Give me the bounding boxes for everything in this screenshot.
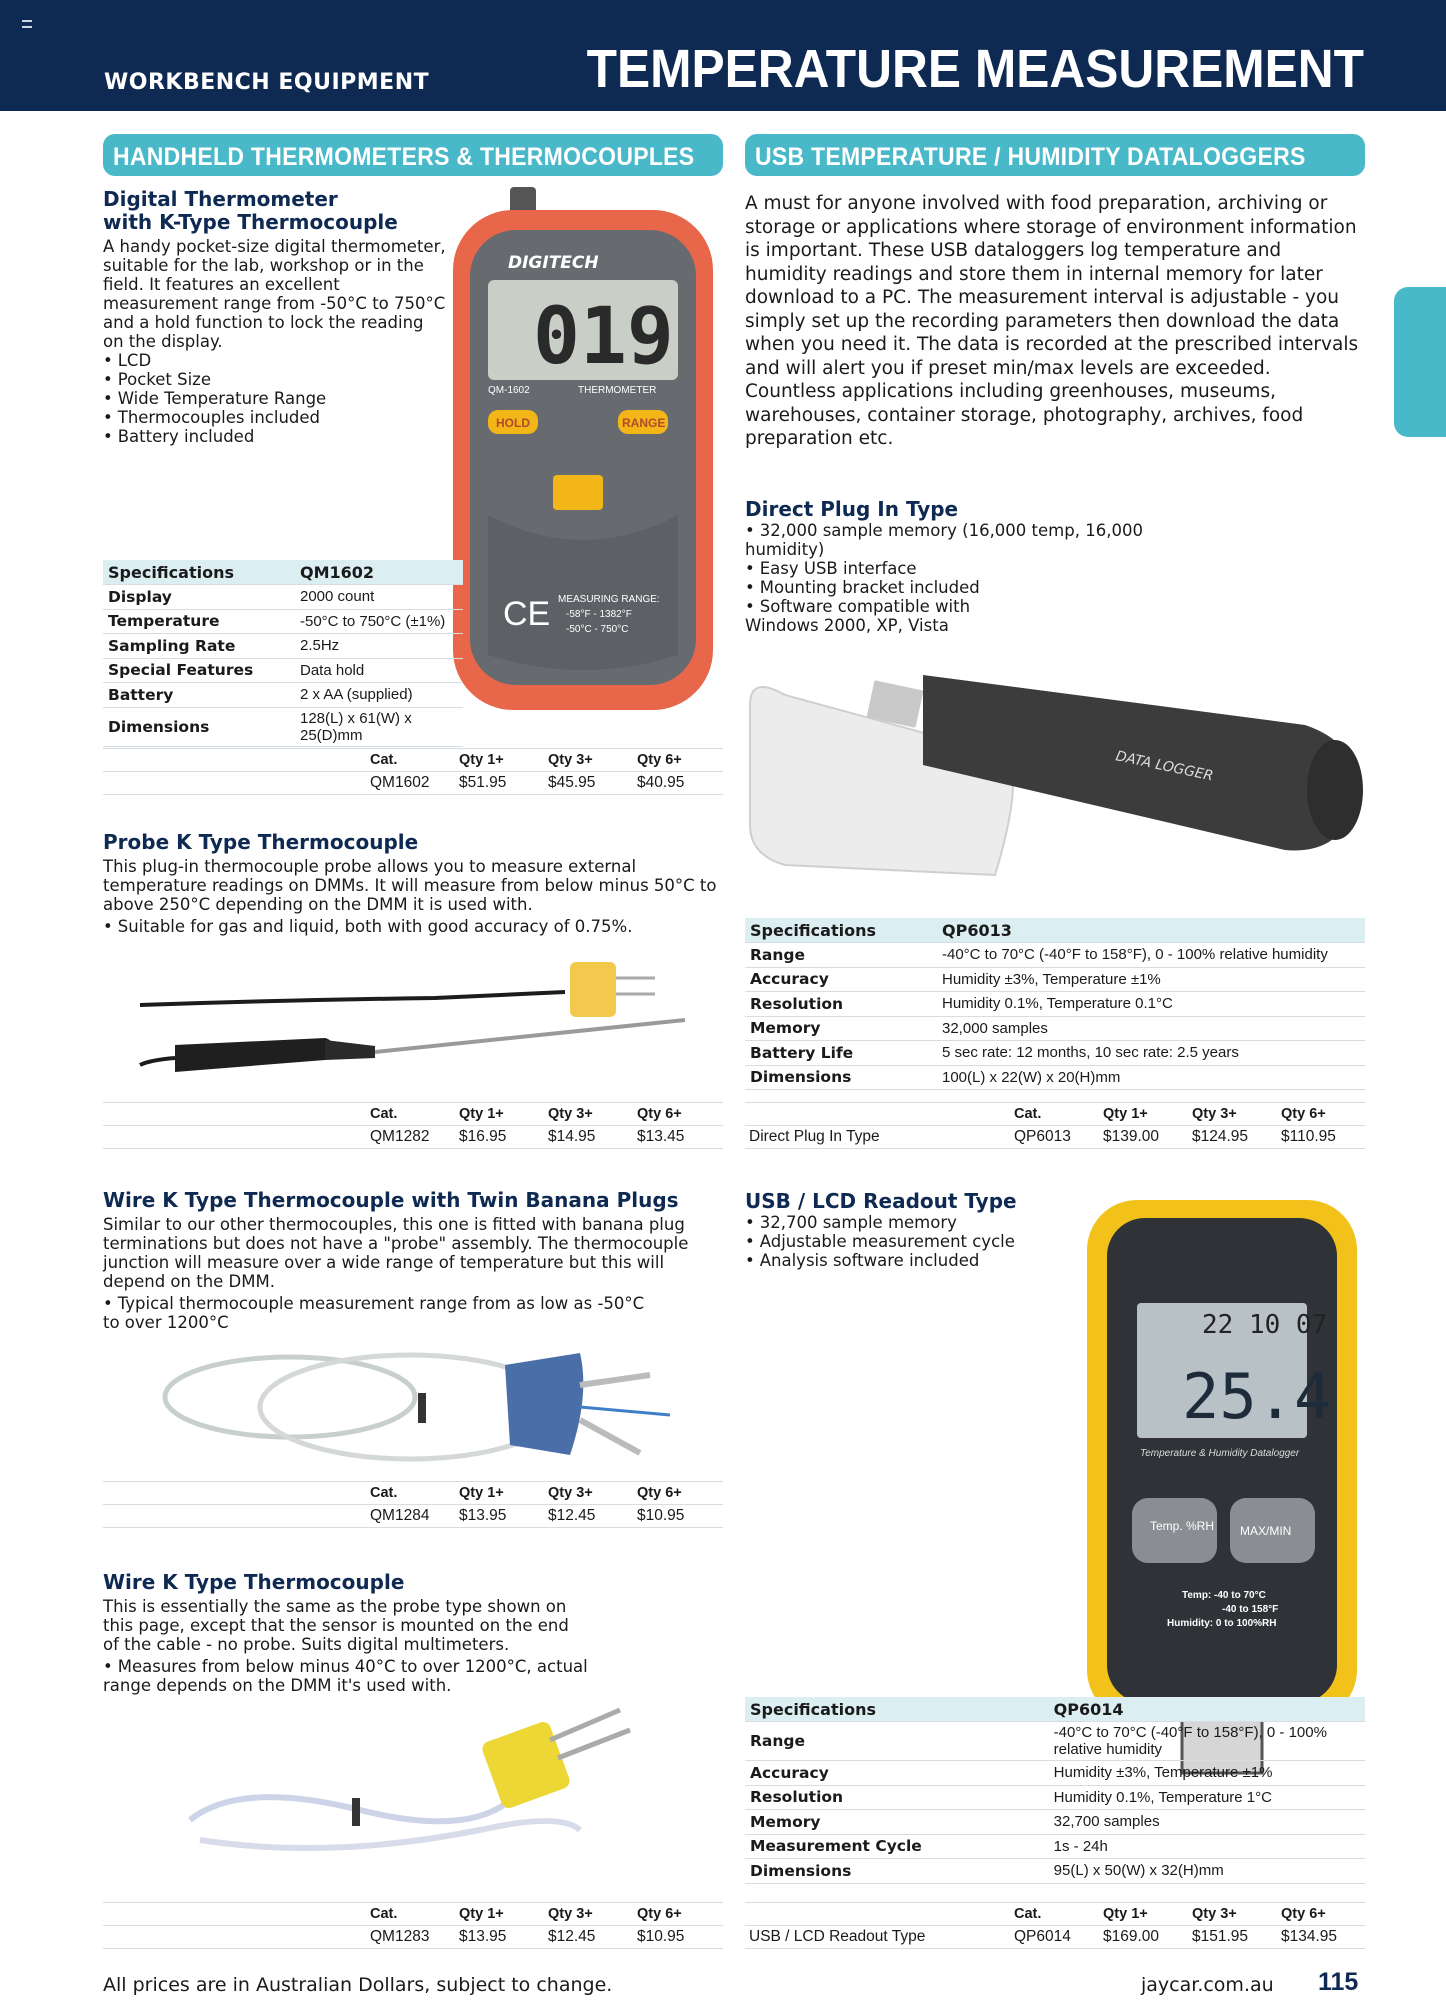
product-type: Direct Plug In Type <box>745 1126 1010 1149</box>
price-qty3: $124.95 <box>1188 1126 1277 1149</box>
product-title-line2: with K-Type Thermocouple <box>103 210 398 234</box>
feature-list <box>103 351 448 446</box>
price-qty1: $169.00 <box>1099 1926 1188 1949</box>
price-header: Qty 3+ <box>544 1103 633 1126</box>
spec-value: Data hold <box>295 658 463 683</box>
price-qty6: $10.95 <box>633 1505 723 1528</box>
spec-row <box>745 992 1365 1017</box>
product-direct-plug <box>745 498 1365 635</box>
spec-value: 128(L) x 61(W) x 25(D)mm <box>295 707 463 746</box>
spec-row <box>745 1810 1365 1835</box>
spec-key: Sampling Rate <box>103 634 295 659</box>
image-range-f: -58°F - 1382°F <box>566 609 632 620</box>
spec-header: Specifications <box>103 560 295 585</box>
spec-key: Temperature <box>103 609 295 634</box>
spec-value: Humidity ±3%, Temperature ±1% <box>1049 1761 1365 1786</box>
price-header: Qty 3+ <box>1188 1103 1277 1126</box>
spec-key: Range <box>745 943 937 968</box>
price-header: Qty 1+ <box>455 1482 544 1505</box>
feature-item: • Mounting bracket included <box>745 578 1215 597</box>
price-row <box>103 1926 723 1949</box>
spec-key: Dimensions <box>745 1065 937 1090</box>
spec-header-row <box>745 918 1365 943</box>
product-description: This plug-in thermocouple probe allows you to measure external temperature readings on DMMs. It will measure from below minus 50°C to above 250°C depending on the DMM it is used with. <box>103 857 717 914</box>
product-title: Direct Plug In Type <box>745 497 959 521</box>
cat-number: QP6013 <box>1010 1126 1099 1149</box>
image-label: Temperature & Humidity Datalogger <box>1140 1448 1300 1459</box>
price-header: Qty 1+ <box>455 749 544 772</box>
section-label: WORKBENCH EQUIPMENT <box>104 70 430 95</box>
ce-mark: CE <box>503 595 551 633</box>
page-number: 115 <box>1318 1968 1359 1996</box>
spec-key: Resolution <box>745 1785 1049 1810</box>
range-label: RANGE <box>622 416 666 430</box>
price-header: Qty 6+ <box>633 1903 723 1926</box>
price-header: Qty 1+ <box>1099 1903 1188 1926</box>
lcd-datalogger-image <box>1082 1198 1362 1778</box>
spec-value: 32,700 samples <box>1049 1810 1365 1835</box>
product-wire-banana <box>103 1189 723 1332</box>
spec-value: Humidity 0.1%, Temperature 1°C <box>1049 1785 1365 1810</box>
right-section-heading: USB TEMPERATURE / HUMIDITY DATALOGGERS <box>745 134 1365 176</box>
price-header: Cat. <box>366 1903 455 1926</box>
spec-header: QP6013 <box>937 918 1365 943</box>
spec-row <box>103 658 463 683</box>
price-header: Cat. <box>1010 1903 1099 1926</box>
price-header: Cat. <box>366 1103 455 1126</box>
probe-thermocouple-image <box>135 950 695 1100</box>
spec-key: Dimensions <box>103 707 295 746</box>
image-range-humidity: Humidity: 0 to 100%RH <box>1167 1618 1277 1629</box>
price-qty6: $110.95 <box>1277 1126 1365 1149</box>
price-header: Qty 3+ <box>1188 1903 1277 1926</box>
feature-item: • Adjustable measurement cycle <box>745 1232 1045 1251</box>
product-title: Wire K Type Thermocouple with Twin Banana Plugs <box>103 1188 679 1212</box>
product-title: Probe K Type Thermocouple <box>103 830 419 854</box>
spec-key: Measurement Cycle <box>745 1834 1049 1859</box>
price-table-qm1602 <box>103 748 723 795</box>
price-header: Qty 6+ <box>633 749 723 772</box>
spec-row <box>745 1859 1365 1884</box>
price-header: Cat. <box>366 749 455 772</box>
product-description: This is essentially the same as the probe type shown on this page, except that the sensor is mounted on the end of the cable - no probe. Suits digital multimeters. <box>103 1597 569 1654</box>
feature-item: • Pocket Size <box>103 370 448 389</box>
price-qty3: $151.95 <box>1188 1926 1277 1949</box>
price-header: Qty 6+ <box>1277 1103 1365 1126</box>
spec-value: 95(L) x 50(W) x 32(H)mm <box>1049 1859 1365 1884</box>
feature-item: • Measures from below minus 40°C to over 1200°C, actual range depends on the DMM it's used with. <box>103 1657 588 1695</box>
price-qty3: $12.45 <box>544 1505 633 1528</box>
image-label: THERMOMETER <box>578 385 657 396</box>
image-brand: DIGITECH <box>508 253 599 273</box>
feature-list <box>745 1213 1045 1270</box>
intro-block <box>745 192 1365 451</box>
image-range-f: -40 to 158°F <box>1222 1604 1279 1615</box>
image-range-c: -50°C - 750°C <box>566 624 629 635</box>
product-title: Wire K Type Thermocouple <box>103 1570 405 1594</box>
spec-header: Specifications <box>745 1697 1049 1722</box>
side-tab[interactable] <box>1394 287 1446 437</box>
spec-table-qm1602 <box>103 560 463 747</box>
feature-list <box>103 1657 588 1695</box>
image-model: QM-1602 <box>488 385 530 396</box>
spec-key: Battery <box>103 683 295 708</box>
spec-key: Special Features <box>103 658 295 683</box>
price-table-qm1284 <box>103 1481 723 1528</box>
spec-header-row <box>103 560 463 585</box>
price-qty1: $51.95 <box>455 772 544 795</box>
intro-text: A must for anyone involved with food preparation, archiving or storage or applications where storage of environment information is important. These USB dataloggers log temperature and humidity readings and store them in internal memory for later download to a PC. The measurement interval is adjustable - you simply set up the recording parameters then download the data when you need it. The data is recorded at the prescribed intervals and will alert you if preset min/max levels are exceeded. Countless applications including greenhouses, museums, warehouses, container storage, photography, archives, food preparation etc. <box>745 193 1359 449</box>
image-reading: 019 <box>533 292 674 382</box>
spec-value: 32,000 samples <box>937 1016 1365 1041</box>
cat-number: QM1283 <box>366 1926 455 1949</box>
spec-table-qp6014 <box>745 1697 1365 1884</box>
product-title: Digital Thermometer <box>103 187 338 211</box>
product-wire-thermocouple <box>103 1571 588 1695</box>
spec-value: -50°C to 750°C (±1%) <box>295 609 463 634</box>
usb-datalogger-image <box>745 665 1370 885</box>
price-qty6: $134.95 <box>1277 1926 1365 1949</box>
spec-value: 2 x AA (supplied) <box>295 683 463 708</box>
price-qty1: $139.00 <box>1099 1126 1188 1149</box>
feature-item: • Wide Temperature Range <box>103 389 448 408</box>
spec-row <box>745 1761 1365 1786</box>
spec-key: Memory <box>745 1810 1049 1835</box>
spec-header-row <box>745 1697 1365 1722</box>
spec-row <box>103 707 463 746</box>
feature-item: • Battery included <box>103 427 448 446</box>
temp-button-label: Temp. %RH <box>1150 1519 1215 1533</box>
spec-header: Specifications <box>745 918 937 943</box>
price-header: Qty 6+ <box>633 1103 723 1126</box>
spec-key: Range <box>745 1722 1049 1761</box>
price-header: Qty 1+ <box>455 1903 544 1926</box>
price-table-qm1282 <box>103 1102 723 1149</box>
spec-row <box>745 943 1365 968</box>
feature-item: • Typical thermocouple measurement range from as low as -50°C to over 1200°C <box>103 1294 663 1332</box>
spec-row <box>745 967 1365 992</box>
price-row <box>745 1126 1365 1149</box>
spec-value: Humidity ±3%, Temperature ±1% <box>937 967 1365 992</box>
maxmin-button-label: MAX/MIN <box>1240 1524 1292 1538</box>
spec-row <box>103 683 463 708</box>
feature-list <box>745 521 1215 635</box>
wire-banana-image <box>160 1335 680 1480</box>
price-qty3: $14.95 <box>544 1126 633 1149</box>
price-qty6: $13.45 <box>633 1126 723 1149</box>
product-digital-thermometer <box>103 188 448 446</box>
image-reading: 25.4 <box>1182 1360 1332 1433</box>
price-header: Qty 1+ <box>1099 1103 1188 1126</box>
product-description: A handy pocket-size digital thermometer, suitable for the lab, workshop or in the field. It features an excellent measurement range from -50°C to 750°C and a hold function to lock the reading on the display. <box>103 237 446 351</box>
spec-key: Accuracy <box>745 1761 1049 1786</box>
price-header: Qty 3+ <box>544 749 633 772</box>
price-header <box>745 1103 1010 1126</box>
product-title: USB / LCD Readout Type <box>745 1189 1017 1213</box>
product-type: USB / LCD Readout Type <box>745 1926 1010 1949</box>
price-qty3: $45.95 <box>544 772 633 795</box>
spec-row <box>745 1016 1365 1041</box>
feature-item: • 32,000 sample memory (16,000 temp, 16,000 humidity) <box>745 521 1215 559</box>
price-qty6: $10.95 <box>633 1926 723 1949</box>
feature-item: • 32,700 sample memory <box>745 1213 1045 1232</box>
price-row <box>745 1926 1365 1949</box>
footer-note: All prices are in Australian Dollars, subject to change. <box>103 1974 613 1996</box>
spec-value: -40°C to 70°C (-40°F to 158°F), 0 - 100% relative humidity <box>1049 1722 1365 1761</box>
spec-header: QP6014 <box>1049 1697 1365 1722</box>
spec-row <box>745 1065 1365 1090</box>
feature-list <box>103 917 723 936</box>
feature-item: • Suitable for gas and liquid, both with good accuracy of 0.75%. <box>103 917 723 936</box>
spec-value: 5 sec rate: 12 months, 10 sec rate: 2.5 years <box>937 1041 1365 1066</box>
feature-list <box>103 1294 663 1332</box>
spec-key: Accuracy <box>745 967 937 992</box>
price-header: Cat. <box>1010 1103 1099 1126</box>
spec-key: Battery Life <box>745 1041 937 1066</box>
spec-row <box>745 1722 1365 1761</box>
price-qty1: $16.95 <box>455 1126 544 1149</box>
wire-thermocouple-image <box>180 1700 660 1865</box>
feature-item: • Thermocouples included <box>103 408 448 427</box>
spec-key: Display <box>103 585 295 610</box>
page-header <box>0 0 1446 111</box>
feature-item: • Easy USB interface <box>745 559 1215 578</box>
spec-row <box>745 1785 1365 1810</box>
price-header: Cat. <box>366 1482 455 1505</box>
menu-icon <box>22 20 32 28</box>
price-row <box>103 772 723 795</box>
image-measuring-label: MEASURING RANGE: <box>558 594 660 605</box>
product-usb-lcd <box>745 1190 1045 1270</box>
spec-key: Resolution <box>745 992 937 1017</box>
spec-row <box>103 609 463 634</box>
spec-value: 2000 count <box>295 585 463 610</box>
spec-row <box>745 1834 1365 1859</box>
spec-value: 2.5Hz <box>295 634 463 659</box>
image-top-reading: 22 10 07 <box>1202 1310 1328 1340</box>
price-row <box>103 1126 723 1149</box>
price-header <box>745 1903 1010 1926</box>
price-qty3: $12.45 <box>544 1926 633 1949</box>
spec-value: -40°C to 70°C (-40°F to 158°F), 0 - 100% relative humidity <box>937 943 1365 968</box>
price-table-qm1283 <box>103 1902 723 1949</box>
product-description: Similar to our other thermocouples, this one is fitted with banana plug terminations but does not have a "probe" assembly. The thermocouple junction will measure over a wide range of temperature but this will depend on the DMM. <box>103 1215 689 1291</box>
product-probe-thermocouple <box>103 831 723 936</box>
spec-header: QM1602 <box>295 560 463 585</box>
spec-key: Dimensions <box>745 1859 1049 1884</box>
image-range-temp: Temp: -40 to 70°C <box>1182 1590 1266 1601</box>
price-qty1: $13.95 <box>455 1505 544 1528</box>
feature-item: • Analysis software included <box>745 1251 1045 1270</box>
spec-value: 100(L) x 22(W) x 20(H)mm <box>937 1065 1365 1090</box>
price-qty6: $40.95 <box>633 772 723 795</box>
footer-url[interactable]: jaycar.com.au <box>1141 1974 1274 1996</box>
feature-item: • LCD <box>103 351 448 370</box>
price-table-qp6014 <box>745 1902 1365 1949</box>
price-header: Qty 1+ <box>455 1103 544 1126</box>
price-header: Qty 6+ <box>1277 1903 1365 1926</box>
spec-value: 1s - 24h <box>1049 1834 1365 1859</box>
spec-row <box>103 634 463 659</box>
cat-number: QP6014 <box>1010 1926 1099 1949</box>
spec-key: Memory <box>745 1016 937 1041</box>
feature-item: • Software compatible with Windows 2000, XP, Vista <box>745 597 985 635</box>
spec-table-qp6013 <box>745 918 1365 1090</box>
price-row <box>103 1505 723 1528</box>
price-header: Qty 3+ <box>544 1482 633 1505</box>
price-header: Qty 3+ <box>544 1903 633 1926</box>
spec-row <box>103 585 463 610</box>
hold-label: HOLD <box>496 416 530 430</box>
page-title: TEMPERATURE MEASUREMENT <box>586 39 1364 99</box>
spec-row <box>745 1041 1365 1066</box>
cat-number: QM1602 <box>366 772 455 795</box>
price-header: Qty 6+ <box>633 1482 723 1505</box>
left-section-heading: HANDHELD THERMOMETERS & THERMOCOUPLES <box>103 134 723 176</box>
digital-thermometer-image <box>448 185 718 715</box>
spec-value: Humidity 0.1%, Temperature 0.1°C <box>937 992 1365 1017</box>
price-table-qp6013 <box>745 1102 1365 1149</box>
cat-number: QM1282 <box>366 1126 455 1149</box>
cat-number: QM1284 <box>366 1505 455 1528</box>
image-label: DATA LOGGER <box>1114 748 1215 785</box>
price-qty1: $13.95 <box>455 1926 544 1949</box>
